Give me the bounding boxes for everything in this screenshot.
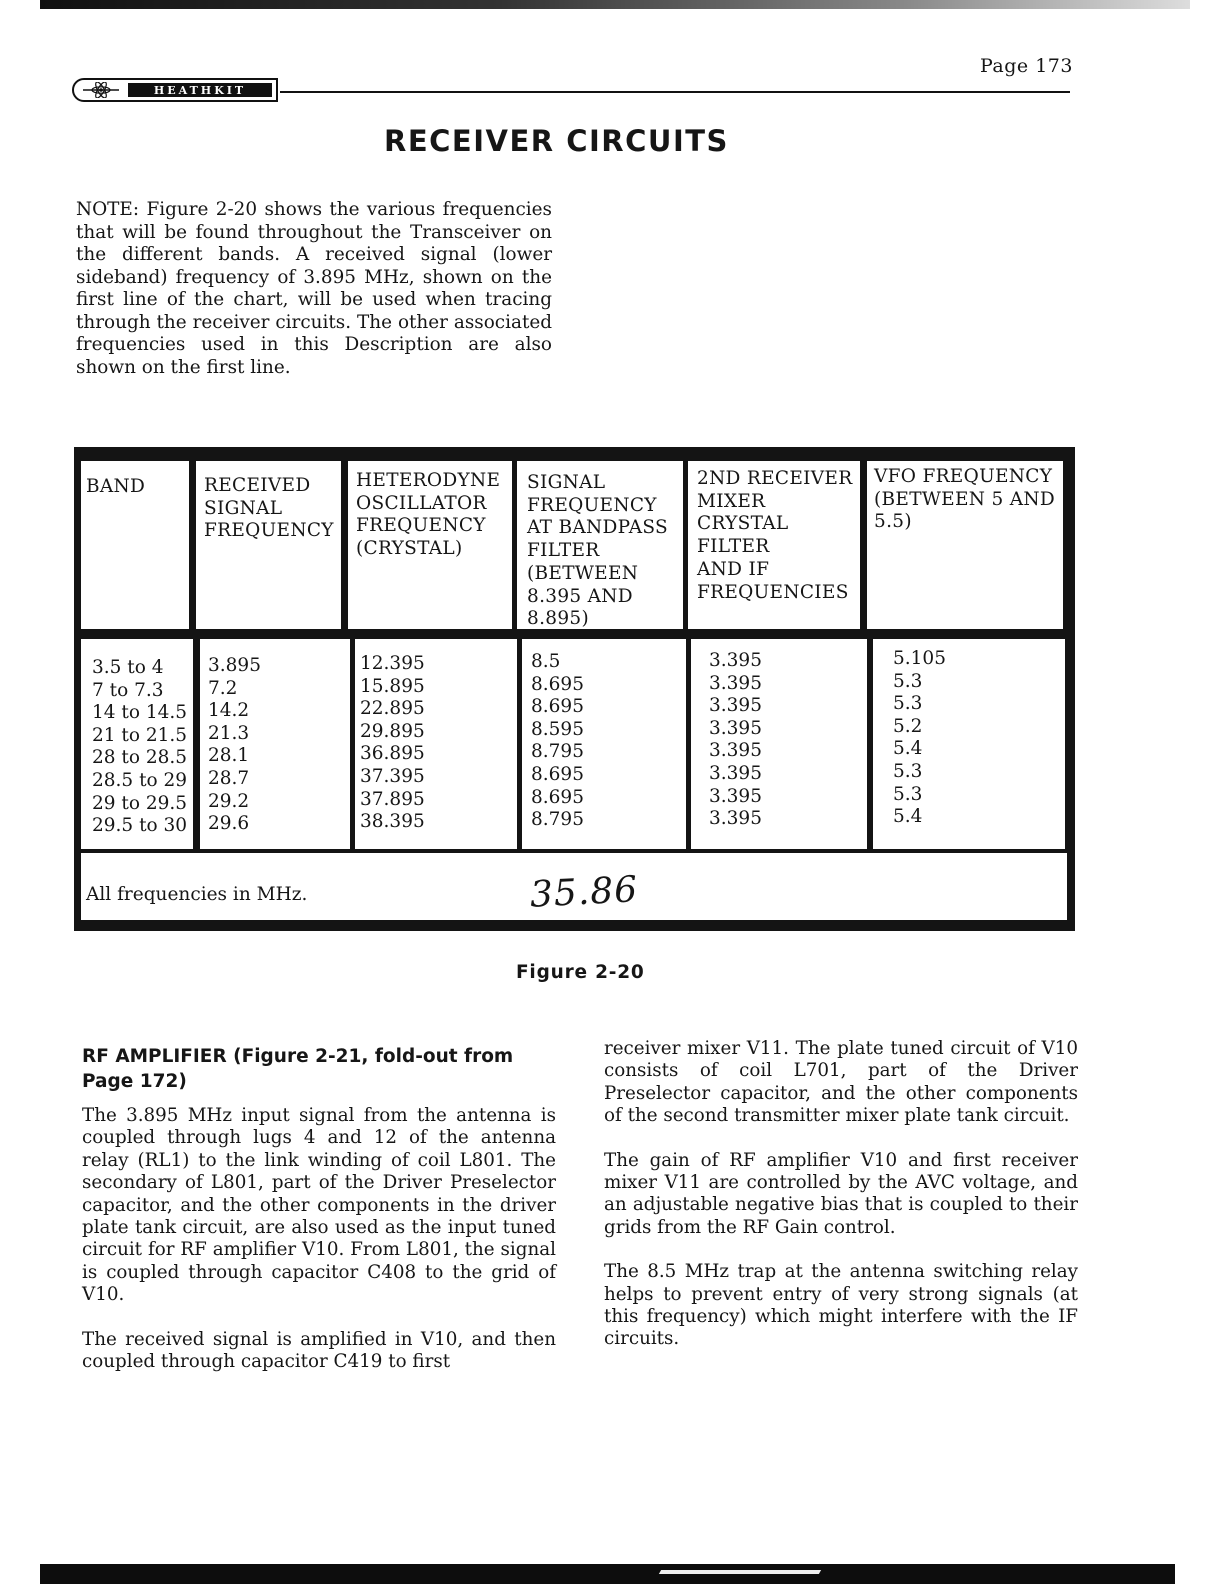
figure-caption: Figure 2-20 — [516, 962, 645, 983]
column-header-band — [86, 476, 145, 499]
table-cell: 15.895 — [360, 675, 425, 697]
column-header-signal-frequency — [527, 472, 668, 631]
table-cell: 37.895 — [360, 788, 425, 810]
table-cell: 37.395 — [360, 765, 425, 787]
table-cell: 8.795 — [531, 741, 584, 763]
header-line: VFO FREQUENCY — [874, 466, 1053, 487]
page-number: Page 173 — [980, 55, 1073, 77]
header-line: SIGNAL — [204, 497, 283, 519]
table-cell: 3.395 — [709, 717, 762, 739]
header-rule — [280, 91, 1070, 93]
table-cell: 5.3 — [893, 693, 923, 715]
table-cell: 8.795 — [531, 809, 584, 831]
header-line: (BETWEEN — [527, 562, 639, 584]
table-cell: 28 to 28.5 — [92, 747, 188, 769]
header-line: FREQUENCIES — [697, 581, 849, 603]
header-line: FILTER — [697, 536, 770, 558]
header-line: 5.5) — [874, 511, 912, 533]
table-cell: 29.5 to 30 — [92, 815, 188, 837]
table-cell: 28.1 — [208, 745, 250, 767]
header-line: HETERODYNE — [356, 470, 501, 491]
column-heterodyne-values — [360, 653, 425, 834]
column-header-heterodyne — [356, 470, 500, 561]
text-column-right — [604, 1038, 1078, 1373]
table-footnote: All frequencies in MHz. — [86, 884, 308, 905]
column-received-values — [208, 655, 261, 836]
table-cell: 12.395 — [360, 653, 425, 674]
table-cell: 29.6 — [208, 813, 250, 835]
header-line: MIXER — [697, 490, 766, 512]
table-cell: 5.4 — [893, 738, 923, 760]
column-band-values — [92, 657, 187, 838]
table-cell: 3.395 — [709, 762, 762, 784]
table-cell: 36.895 — [360, 743, 425, 765]
heathkit-logo — [72, 78, 278, 102]
header-line: RECEIVED — [204, 475, 311, 496]
column-mixer-values — [709, 650, 762, 831]
atom-icon — [74, 80, 128, 100]
table-cell: 21.3 — [208, 722, 250, 744]
table-cell: 5.105 — [893, 648, 946, 669]
section-heading — [82, 1044, 556, 1094]
table-cell: 3.395 — [709, 740, 762, 762]
column-vfo-values — [893, 648, 946, 829]
column-header-mixer-crystal — [697, 468, 852, 604]
header-line: FILTER — [527, 540, 600, 562]
header-line: 8.395 AND — [527, 585, 633, 607]
paragraph: The 8.5 MHz trap at the antenna switching relay helps to prevent entry of very strong signals (at this frequency) which might interfere with the IF circuits. — [604, 1261, 1078, 1350]
header-line: AND IF — [697, 558, 770, 580]
column-header-received-signal — [204, 475, 334, 543]
table-cell: 8.5 — [531, 651, 561, 672]
header-line: OSCILLATOR — [356, 492, 487, 514]
table-cell: 3.395 — [709, 650, 762, 671]
table-cell: 3.395 — [709, 808, 762, 830]
table-cell: 8.695 — [531, 673, 584, 695]
table-cell: 3.395 — [709, 695, 762, 717]
table-cell: 3.395 — [709, 785, 762, 807]
scan-edge-top — [40, 0, 1190, 9]
section-heading-line: Page 172) — [82, 1071, 187, 1092]
paragraph: The 3.895 MHz input signal from the antenna is coupled through lugs 4 and 12 of the antenna relay (RL1) to the link winding of coil L801. The secondary of L801, part of the Driver Preselector capacitor, and the other components in the driver plate tank circuit, are also used as the input tuned circuit for RF amplifier V10. From L801, the signal is coupled through capacitor C408 to the grid of V10. — [82, 1105, 556, 1306]
table-cell: 29.2 — [208, 790, 250, 812]
table-cell: 7.2 — [208, 677, 238, 699]
column-header-vfo — [874, 466, 1055, 534]
table-cell: 28.5 to 29 — [92, 769, 188, 791]
paragraph: The received signal is amplified in V10, and then coupled through capacitor C419 to first — [82, 1328, 556, 1373]
table-cell: 5.3 — [893, 783, 923, 805]
table-cell: 38.395 — [360, 811, 425, 833]
table-cell: 8.695 — [531, 763, 584, 785]
logo-text: HEATHKIT — [128, 83, 272, 97]
table-cell: 14 to 14.5 — [92, 702, 188, 724]
header-line: SIGNAL — [527, 472, 606, 493]
table-cell: 5.2 — [893, 715, 923, 737]
header-line: (BETWEEN 5 AND — [874, 488, 1055, 510]
text-column-left — [82, 1044, 556, 1395]
table-cell: 29.895 — [360, 720, 425, 742]
header-line: AT BANDPASS — [527, 517, 668, 539]
table-cell: 5.4 — [893, 806, 923, 828]
table-cell: 14.2 — [208, 700, 250, 722]
paragraph: The gain of RF amplifier V10 and first receiver mixer V11 are controlled by the AVC voltage, and an adjustable negative bias that is coupled to their grids from the RF Gain control. — [604, 1149, 1078, 1238]
handwritten-annotation: 35.86 — [529, 869, 640, 916]
table-cell: 3.895 — [208, 655, 261, 676]
table-cell: 7 to 7.3 — [92, 679, 164, 701]
header-line: CRYSTAL — [697, 513, 789, 535]
scan-edge-bottom — [40, 1564, 1175, 1584]
table-cell: 21 to 21.5 — [92, 724, 188, 746]
header-line: 8.895) — [527, 608, 589, 630]
table-cell: 5.3 — [893, 760, 923, 782]
column-signal-values — [531, 651, 584, 832]
header-line: BAND — [86, 476, 146, 497]
table-cell: 8.695 — [531, 696, 584, 718]
section-heading-line: RF AMPLIFIER (Figure 2-21, fold-out from — [82, 1046, 514, 1067]
paragraph: receiver mixer V11. The plate tuned circuit of V10 consists of coil L701, part of the Driver Preselector capacitor, and the other components of the second transmitter mixer plate tank circuit. — [604, 1038, 1078, 1127]
table-cell: 8.595 — [531, 718, 584, 740]
header-line: FREQUENCY — [356, 515, 486, 537]
table-cell: 22.895 — [360, 698, 425, 720]
header-line: FREQUENCY — [204, 520, 334, 542]
table-cell: 3.5 to 4 — [92, 657, 164, 678]
table-cell: 29 to 29.5 — [92, 792, 188, 814]
table-cell: 5.3 — [893, 670, 923, 692]
header-line: (CRYSTAL) — [356, 538, 463, 560]
table-cell: 28.7 — [208, 767, 250, 789]
table-cell: 3.395 — [709, 672, 762, 694]
page-title: RECEIVER CIRCUITS — [384, 124, 729, 158]
note-paragraph: NOTE: Figure 2-20 shows the various frequencies that will be found throughout the Transceiver on the different bands. A received signal (lower sideband) frequency of 3.895 MHz, shown on the first line of the chart, will be used when tracing through the receiver circuits. The other associated frequencies used in this Description are also shown on the first line. — [76, 199, 552, 378]
table-cell: 8.695 — [531, 786, 584, 808]
header-line: FREQUENCY — [527, 494, 657, 516]
header-line: 2ND RECEIVER — [697, 468, 853, 489]
